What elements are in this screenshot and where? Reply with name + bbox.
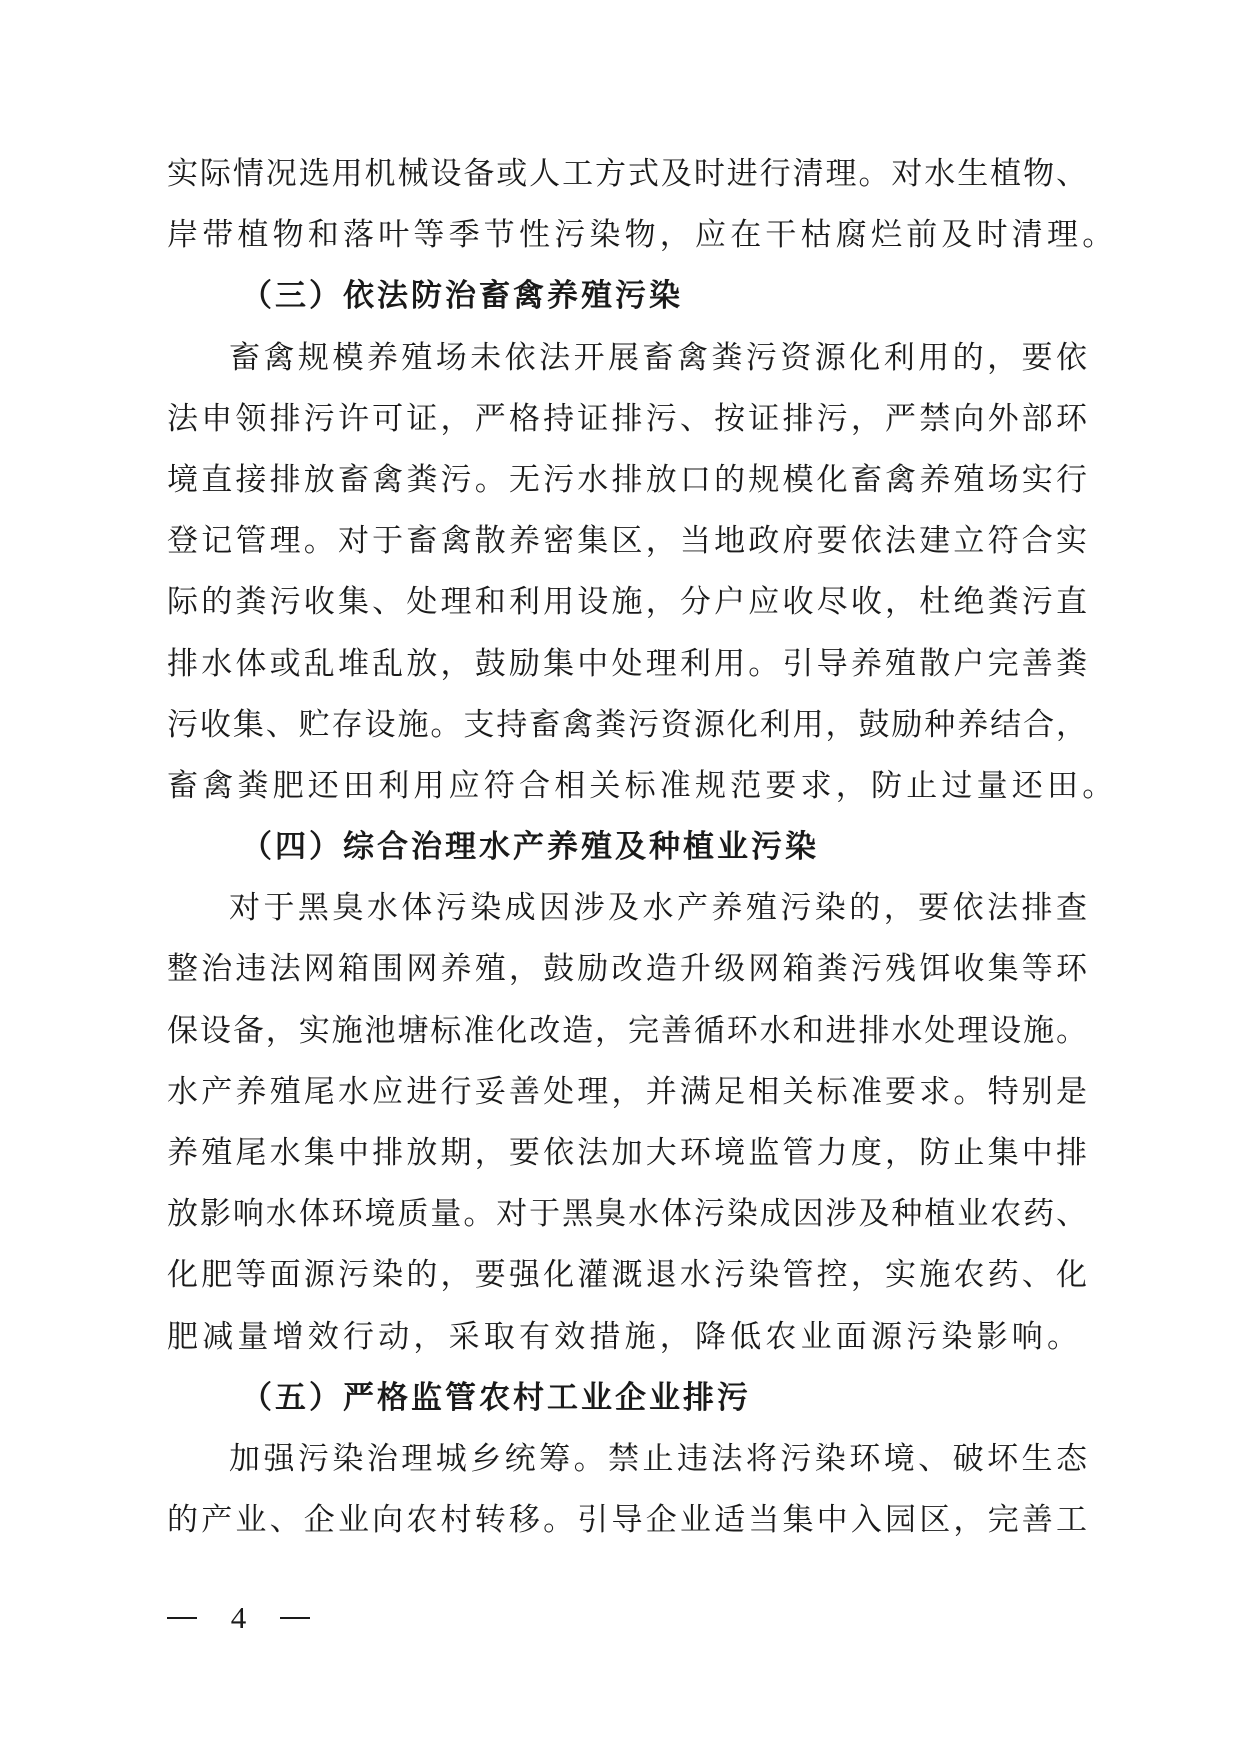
body-text-line: 整治违法网箱围网养殖，鼓励改造升级网箱粪污残饵收集等环 [167, 951, 1087, 988]
body-text-line: 畜禽规模养殖场未依法开展畜禽粪污资源化利用的，要依 [229, 339, 1087, 376]
body-text-line: 畜禽粪肥还田利用应符合相关标准规范要求，防止过量还田。 [167, 767, 1118, 804]
body-text-line: 登记管理。对于畜禽散养密集区，当地政府要依法建立符合实 [167, 523, 1087, 560]
body-text-line: 水产养殖尾水应进行妥善处理，并满足相关标准要求。特别是 [167, 1073, 1087, 1110]
body-text-line: 排水体或乱堆乱放，鼓励集中处理利用。引导养殖散户完善粪 [167, 645, 1087, 682]
document-body [167, 144, 1118, 1551]
footer-dash-left [167, 1617, 197, 1619]
section-heading: （三）依法防治畜禽养殖污染 [241, 278, 683, 315]
page-footer [167, 1595, 310, 1635]
body-text-line: 肥减量增效行动，采取有效措施，降低农业面源污染影响。 [167, 1318, 1083, 1355]
body-text-line: 际的粪污收集、处理和利用设施，分户应收尽收，杜绝粪污直 [167, 584, 1087, 621]
body-text-line: 放影响水体环境质量。对于黑臭水体污染成因涉及种植业农药、 [167, 1196, 1087, 1233]
body-text-line: 实际情况选用机械设备或人工方式及时进行清理。对水生植物、 [167, 156, 1087, 192]
body-text-line: 保设备，实施池塘标准化改造，完善循环水和进排水处理设施。 [167, 1012, 1087, 1049]
section-heading: （五）严格监管农村工业企业排污 [241, 1379, 751, 1416]
body-text-line: 岸带植物和落叶等季节性污染物，应在干枯腐烂前及时清理。 [167, 217, 1118, 254]
section-heading: （四）综合治理水产养殖及种植业污染 [241, 829, 819, 866]
body-text-line: 加强污染治理城乡统筹。禁止违法将污染环境、破坏生态 [229, 1440, 1087, 1477]
body-text-line: 的产业、企业向农村转移。引导企业适当集中入园区，完善工 [167, 1502, 1087, 1539]
body-text-line: 对于黑臭水体污染成因涉及水产养殖污染的，要依法排查 [229, 890, 1087, 927]
body-text-line: 化肥等面源污染的，要强化灌溉退水污染管控，实施农药、化 [167, 1257, 1087, 1294]
body-text-line: 养殖尾水集中排放期，要依法加大环境监管力度，防止集中排 [167, 1135, 1087, 1171]
body-text-line: 法申领排污许可证，严格持证排污、按证排污，严禁向外部环 [167, 400, 1087, 437]
page-number: 4 [230, 1599, 247, 1635]
footer-dash-right [280, 1617, 310, 1619]
body-text-line: 污收集、贮存设施。支持畜禽粪污资源化利用，鼓励种养结合， [167, 706, 1087, 743]
body-text-line: 境直接排放畜禽粪污。无污水排放口的规模化畜禽养殖场实行 [167, 461, 1087, 498]
